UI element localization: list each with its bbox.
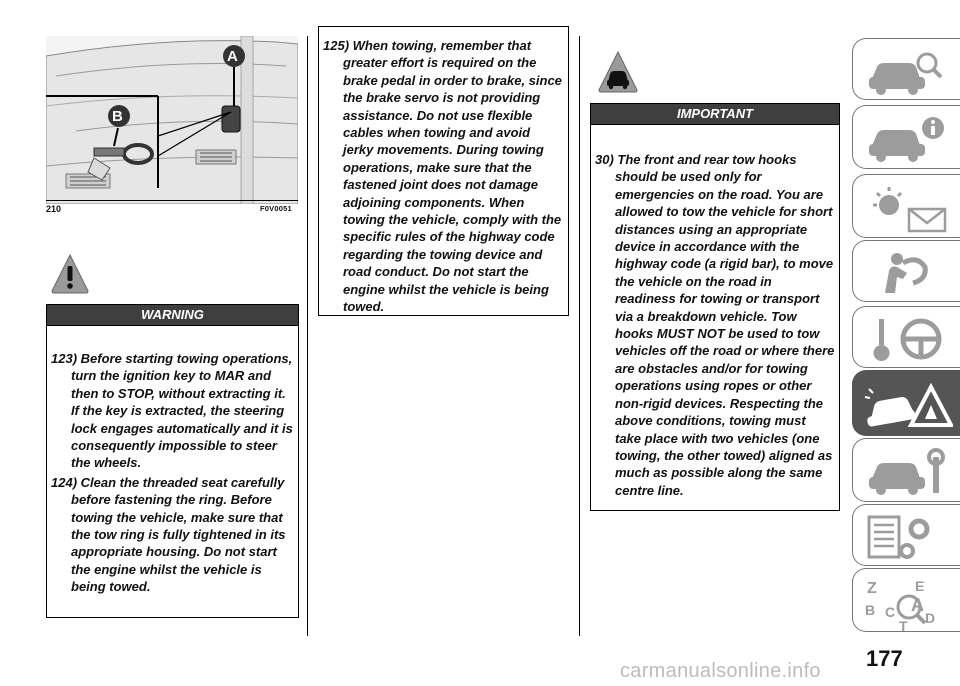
page-number: 177 bbox=[866, 646, 903, 671]
index-letter-b: B bbox=[865, 602, 876, 618]
key-steering-wheel-icon bbox=[863, 315, 953, 365]
warning-box bbox=[46, 304, 299, 618]
index-letter-e: E bbox=[915, 578, 925, 594]
alphabet-index-icon bbox=[863, 577, 953, 633]
warning-item-124: 124) Clean the threaded seat carefully before fastening the ring. Before towing the vehicle, make sure that the tow ring is fully tightened in its appropriate housing. Do not start the engine whilst the vehicle is being towed. bbox=[51, 474, 286, 595]
warning-item-123: 123) Before starting towing operations, turn the ignition key to MAR and then to STOP, without extracting it. If the key is extracted, the steering lock engages automatically and it is consequently impossible to steer the wheels. bbox=[51, 351, 293, 471]
car-breakdown-triangle-icon bbox=[863, 379, 953, 433]
tab-technical-data[interactable] bbox=[852, 504, 960, 566]
column-separator-2 bbox=[579, 36, 580, 636]
warning-item-125: 125) When towing, remember that greater effort is required on the brake pedal in order to brake, since the brake servo is not providing assistance. Do not use flexible cables when towing and avoid jerky movements. During towing operations, make sure that the fastened joint does not damage adjoining components. When towing the vehicle, comply with the specific rules of the highway code regarding the towing device and road conduct. Do not start the engine whilst the vehicle is being towed. bbox=[323, 38, 562, 315]
callout-b: B bbox=[112, 108, 123, 125]
tab-dashboard[interactable] bbox=[852, 38, 960, 100]
tab-maintenance[interactable] bbox=[852, 438, 960, 502]
car-warning-icon bbox=[597, 50, 639, 94]
tab-starting-driving[interactable] bbox=[852, 306, 960, 368]
tab-getting-to-know[interactable] bbox=[852, 105, 960, 169]
seat-airbag-icon bbox=[863, 249, 953, 299]
column-separator-1 bbox=[307, 36, 308, 636]
index-letter-d: D bbox=[925, 610, 936, 626]
tab-safety[interactable] bbox=[852, 240, 960, 302]
index-letter-z: Z bbox=[867, 580, 877, 597]
figure-code: F0V0051 bbox=[260, 204, 292, 213]
figure-caption-rule bbox=[46, 200, 298, 201]
warning-continued-box bbox=[318, 26, 569, 316]
index-letter-a: A bbox=[911, 595, 924, 615]
important-box bbox=[590, 103, 840, 511]
callout-a: A bbox=[227, 48, 238, 65]
tab-index[interactable] bbox=[852, 568, 960, 632]
warning-exclamation-icon bbox=[50, 253, 90, 295]
tab-warning-lights[interactable] bbox=[852, 174, 960, 238]
car-info-icon bbox=[863, 114, 953, 166]
index-letter-c: C bbox=[885, 604, 896, 620]
tab-in-an-emergency[interactable] bbox=[852, 370, 960, 436]
warning-header: WARNING bbox=[46, 304, 299, 326]
important-header: IMPORTANT bbox=[590, 103, 840, 125]
warning-light-mail-icon bbox=[863, 183, 953, 235]
car-wrench-icon bbox=[863, 447, 953, 499]
data-gear-icon bbox=[863, 513, 953, 563]
car-search-icon bbox=[863, 47, 953, 97]
index-letter-t: T bbox=[899, 618, 908, 633]
tow-hook-figure bbox=[46, 36, 298, 204]
watermark: carmanualsonline.info bbox=[620, 660, 821, 682]
figure-number: 210 bbox=[46, 204, 62, 214]
important-item-30: 30) The front and rear tow hooks should be used only for emergencies on the road. You are allowed to tow the vehicle for short distances using an appropriate device in accordance with the highway code (a rigid bar), to move the vehicle on the road in readiness for towing or transport via a breakdown vehicle. Tow hooks MUST NOT be used to tow vehicles off the road or where there are obstacles and/or for towing operations using ropes or other non-rigid devices. Respecting the above conditions, towing must take place with two vehicles (one towing, the other towed) aligned as much as possible along the same centre line. bbox=[595, 152, 835, 498]
